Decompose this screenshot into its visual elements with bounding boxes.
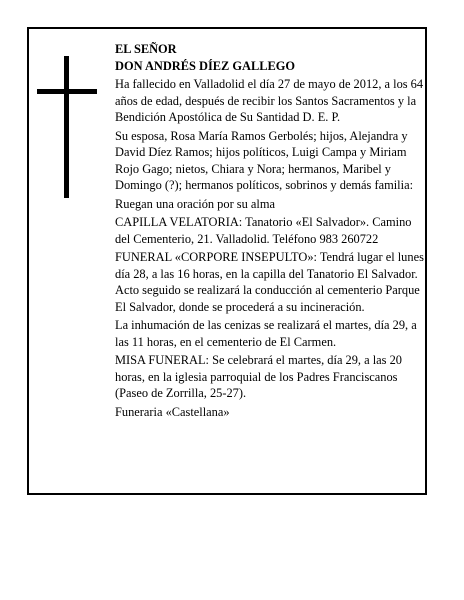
ashes-burial-info: La inhumación de las cenizas se realizará el martes, día 29, a las 11 horas, en el cementerio de El Carmen.: [115, 318, 417, 349]
cross-vertical-bar: [64, 56, 69, 198]
deceased-name: DON ANDRÉS DÍEZ GALLEGO: [115, 58, 296, 73]
funeral-mass-info: MISA FUNERAL: Se celebrará el martes, día 29, a las 20 horas, en la iglesia parroquial de los Padres Franciscanos (Paseo de Zorrilla, 25-27).: [115, 353, 402, 400]
wake-chapel-info: CAPILLA VELATORIA: Tanatorio «El Salvador». Camino del Cementerio, 21. Valladolid. Teléfono 983 260722: [115, 215, 412, 246]
death-announcement: Ha fallecido en Valladolid el día 27 de mayo de 2012, a los 64 años de edad, después de recibir los Santos Sacramentos y la Bendición Apostólica de Su Santidad D. E. P.: [115, 77, 424, 124]
family-list: Su esposa, Rosa María Ramos Gerbolés; hijos, Alejandra y David Díez Ramos; hijos políticos, Luigi Campa y Miriam Rojo Gago; nietos, Chiara y Nora; hermanos, Maribel y Domingo (?); hermanos políticos, sobrinos y demás familia:: [115, 128, 414, 192]
prayer-request: Ruegan una oración por su alma: [115, 196, 275, 211]
funeral-info: FUNERAL «CORPORE INSEPULTO»: Tendrá lugar el lunes día 28, a las 16 horas, en la capilla del Tanatorio El Salvador. Acto seguido se realizará la conducción al cementerio Parque El Salvador, donde se procederá a su incineración.: [115, 250, 424, 314]
notice-title: EL SEÑOR: [115, 42, 177, 56]
cross-icon: [37, 56, 97, 198]
funeral-home-name: Funeraria «Castellana»: [115, 404, 230, 419]
notice-text: [115, 41, 427, 422]
cross-horizontal-bar: [37, 89, 97, 94]
obituary-notice: [27, 27, 427, 495]
